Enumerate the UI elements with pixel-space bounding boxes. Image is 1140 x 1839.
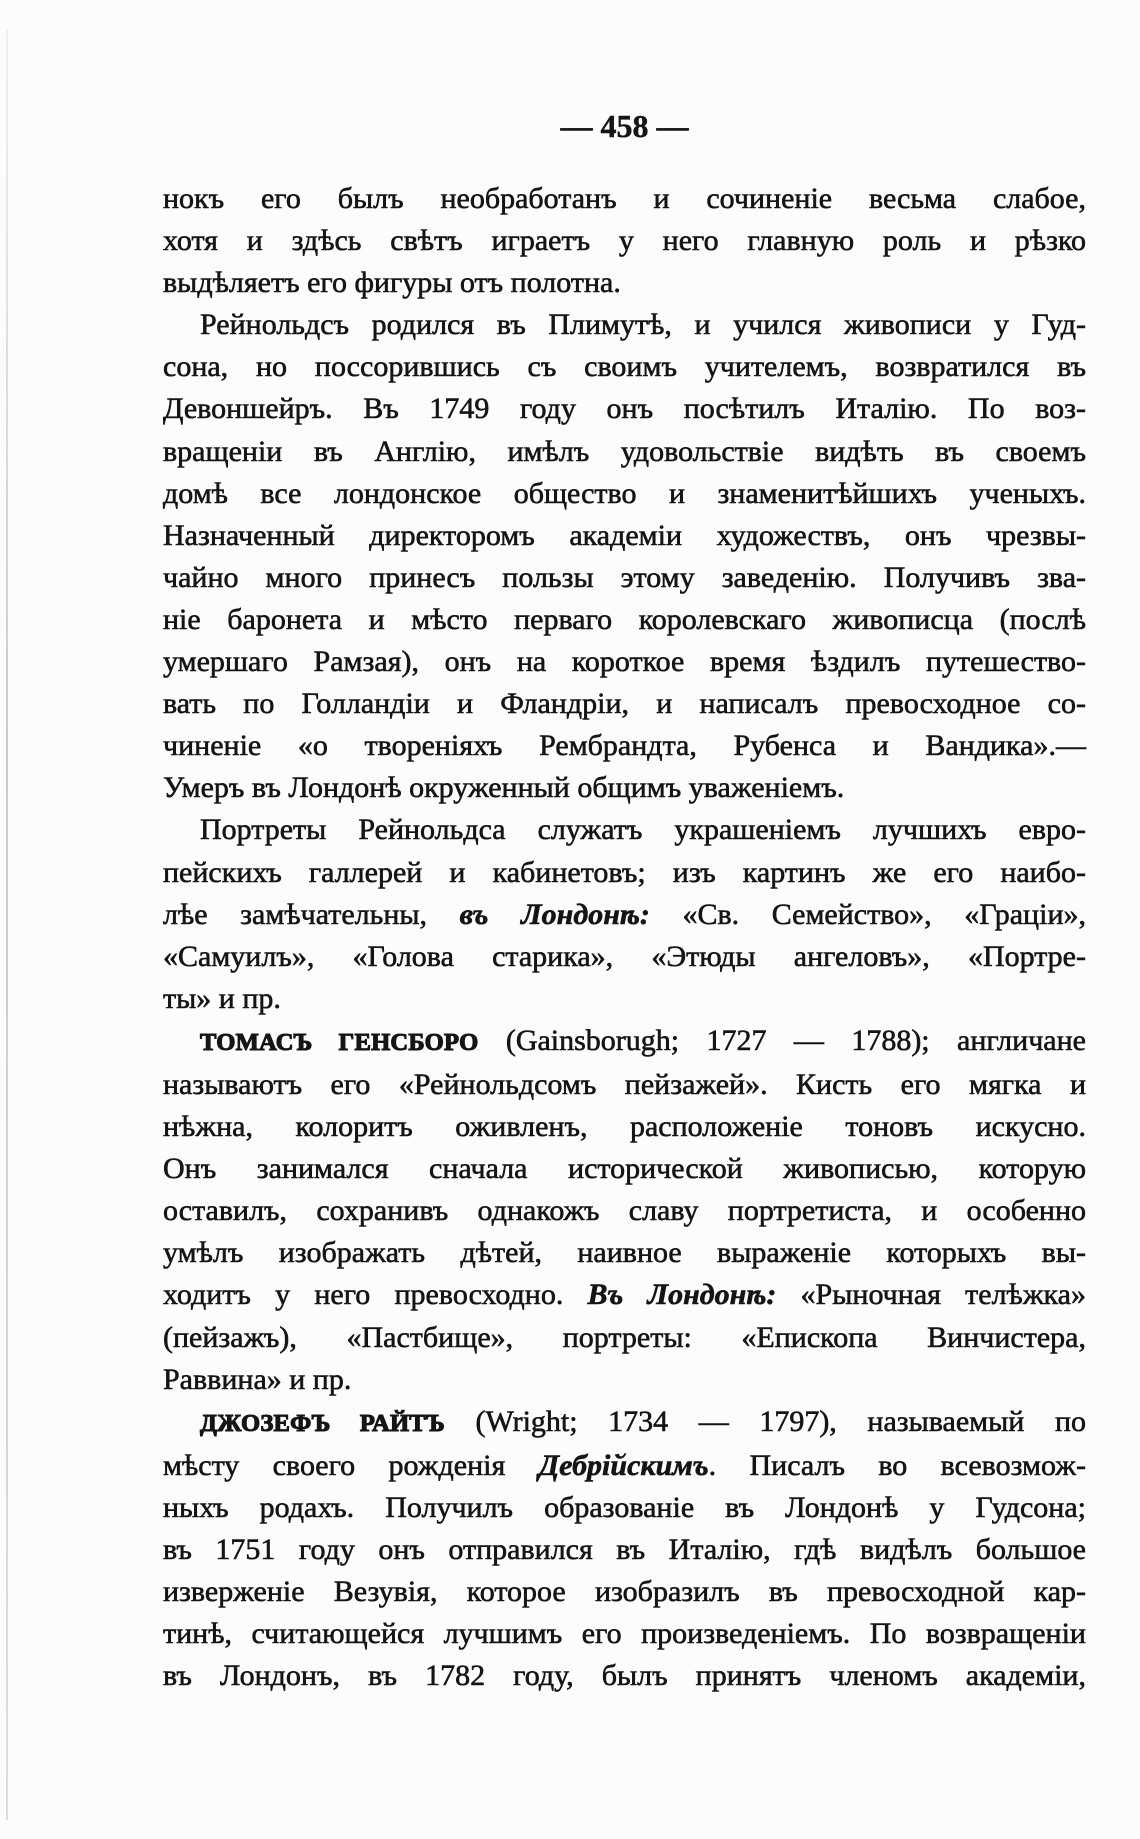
text-line: оставилъ, сохранивъ однакожъ славу портретиста, и особенно (163, 1194, 1086, 1228)
text-segment: ходитъ у него превосходно. (163, 1278, 588, 1312)
text-line (163, 1401, 1086, 1445)
text-segment: . Писалъ во всевозмож- (708, 1448, 1086, 1482)
text-line (163, 894, 1086, 936)
text-line: сона, но поссорившись съ своимъ учителемъ, возвратился въ (163, 350, 1086, 384)
text-line: вращеніи въ Англію, имѣлъ удовольствіе видѣть въ своемъ (163, 434, 1086, 468)
text-line: умершаго Рамзая), онъ на короткое время ѣздилъ путешество- (163, 645, 1086, 679)
italic-epithet: Дебрійскимъ (538, 1448, 709, 1482)
text-line: въ Лондонъ, въ 1782 году, былъ принятъ членомъ академіи, (163, 1659, 1086, 1693)
text-line: (пейзажъ), «Пастбище», портреты: «Епископа Винчистера, (163, 1320, 1086, 1354)
italic-location: Въ Лондонѣ: (587, 1278, 777, 1312)
book-page-text (163, 178, 1086, 1697)
paragraph-continuation (163, 178, 1086, 304)
text-line: Рейнольдсъ родился въ Плимутѣ, и учился живописи у Гуд- (200, 308, 1086, 342)
text-segment: лѣе замѣчательны, (163, 897, 460, 931)
paragraph-reynolds-portraits (163, 809, 1086, 1019)
text-segment: «Рыночная телѣжка» (776, 1278, 1086, 1312)
artist-name-heading: ДЖОЗЕФЪ РАЙТЪ (200, 1409, 445, 1437)
text-line: нѣжна, колоритъ оживленъ, расположеніе тоновъ искусно. (163, 1110, 1086, 1144)
text-line: нокъ его былъ необработанъ и сочиненіе весьма слабое, (163, 182, 1086, 215)
scan-edge-shadow (6, 30, 8, 1820)
text-line: умѣлъ изображать дѣтей, наивное выраженіе которыхъ вы- (163, 1236, 1086, 1270)
text-line: вать по Голландіи и Фландріи, и написалъ превосходное со- (163, 687, 1086, 721)
italic-location: въ Лондонѣ: (459, 897, 650, 931)
text-line: называютъ его «Рейнольдсомъ пейзажей». Кисть его мягка и (163, 1067, 1086, 1101)
text-line: Назначенный директоромъ академіи художествъ, онъ чрезвы- (163, 518, 1086, 552)
text-line: Портреты Рейнольдса служатъ украшеніемъ лучшихъ евро- (200, 813, 1086, 847)
text-line: хотя и здѣсь свѣтъ играетъ у него главную роль и рѣзко (163, 224, 1086, 258)
text-line: тинѣ, считающейся лучшимъ его произведеніемъ. По возвращеніи (163, 1617, 1086, 1651)
text-line: ніе баронета и мѣсто перваго королевскаго живописца (послѣ (163, 602, 1086, 636)
text-line (163, 1274, 1086, 1316)
text-line: выдѣляетъ его фигуры отъ полотна. (163, 266, 621, 300)
paragraph-reynolds-biography (163, 304, 1086, 809)
text-segment: (Gainsborugh; 1727 — 1788); англичане (478, 1023, 1086, 1057)
text-segment: (Wright; 1734 — 1797), называемый по (444, 1404, 1086, 1438)
text-line: въ 1751 году онъ отправился въ Италію, гдѣ видѣлъ большое (163, 1533, 1086, 1566)
artist-name-heading: ТОМАСЪ ГЕНСБОРО (200, 1028, 479, 1056)
text-line: изверженіе Везувія, которое изобразилъ въ превосходной кар- (163, 1575, 1086, 1609)
text-line: «Самуилъ», «Голова старика», «Этюды ангеловъ», «Портре- (163, 939, 1086, 973)
text-line: Раввина» и пр. (163, 1362, 352, 1396)
text-line (163, 1445, 1086, 1487)
paragraph-wright (163, 1401, 1086, 1698)
text-segment: мѣсту своего рожденія (163, 1448, 539, 1482)
text-line: чайно много принесъ пользы этому заведенію. Получивъ зва- (163, 560, 1086, 594)
text-line: ты» и пр. (163, 981, 281, 1015)
text-line: ныхъ родахъ. Получилъ образованіе въ Лондонѣ у Гудсона; (163, 1490, 1086, 1524)
text-line: Умеръ въ Лондонѣ окруженный общимъ уваженіемъ. (163, 771, 845, 805)
text-line: пейскихъ галлерей и кабинетовъ; изъ картинъ же его наибо- (163, 855, 1086, 889)
text-line: Девоншейръ. Въ 1749 году онъ посѣтилъ Италію. По воз- (163, 392, 1086, 426)
text-line: чиненіе «о твореніяхъ Рембрандта, Рубенса и Вандика».— (163, 729, 1086, 763)
paragraph-gainsborough (163, 1020, 1086, 1401)
text-segment: «Св. Семейство», «Граціи», (649, 897, 1086, 931)
page-number: — 458 — (560, 108, 689, 144)
text-line (163, 1020, 1086, 1064)
text-line: домѣ все лондонское общество и знаменитѣйшихъ ученыхъ. (163, 476, 1086, 510)
text-line: Онъ занимался сначала исторической живописью, которую (163, 1152, 1086, 1186)
